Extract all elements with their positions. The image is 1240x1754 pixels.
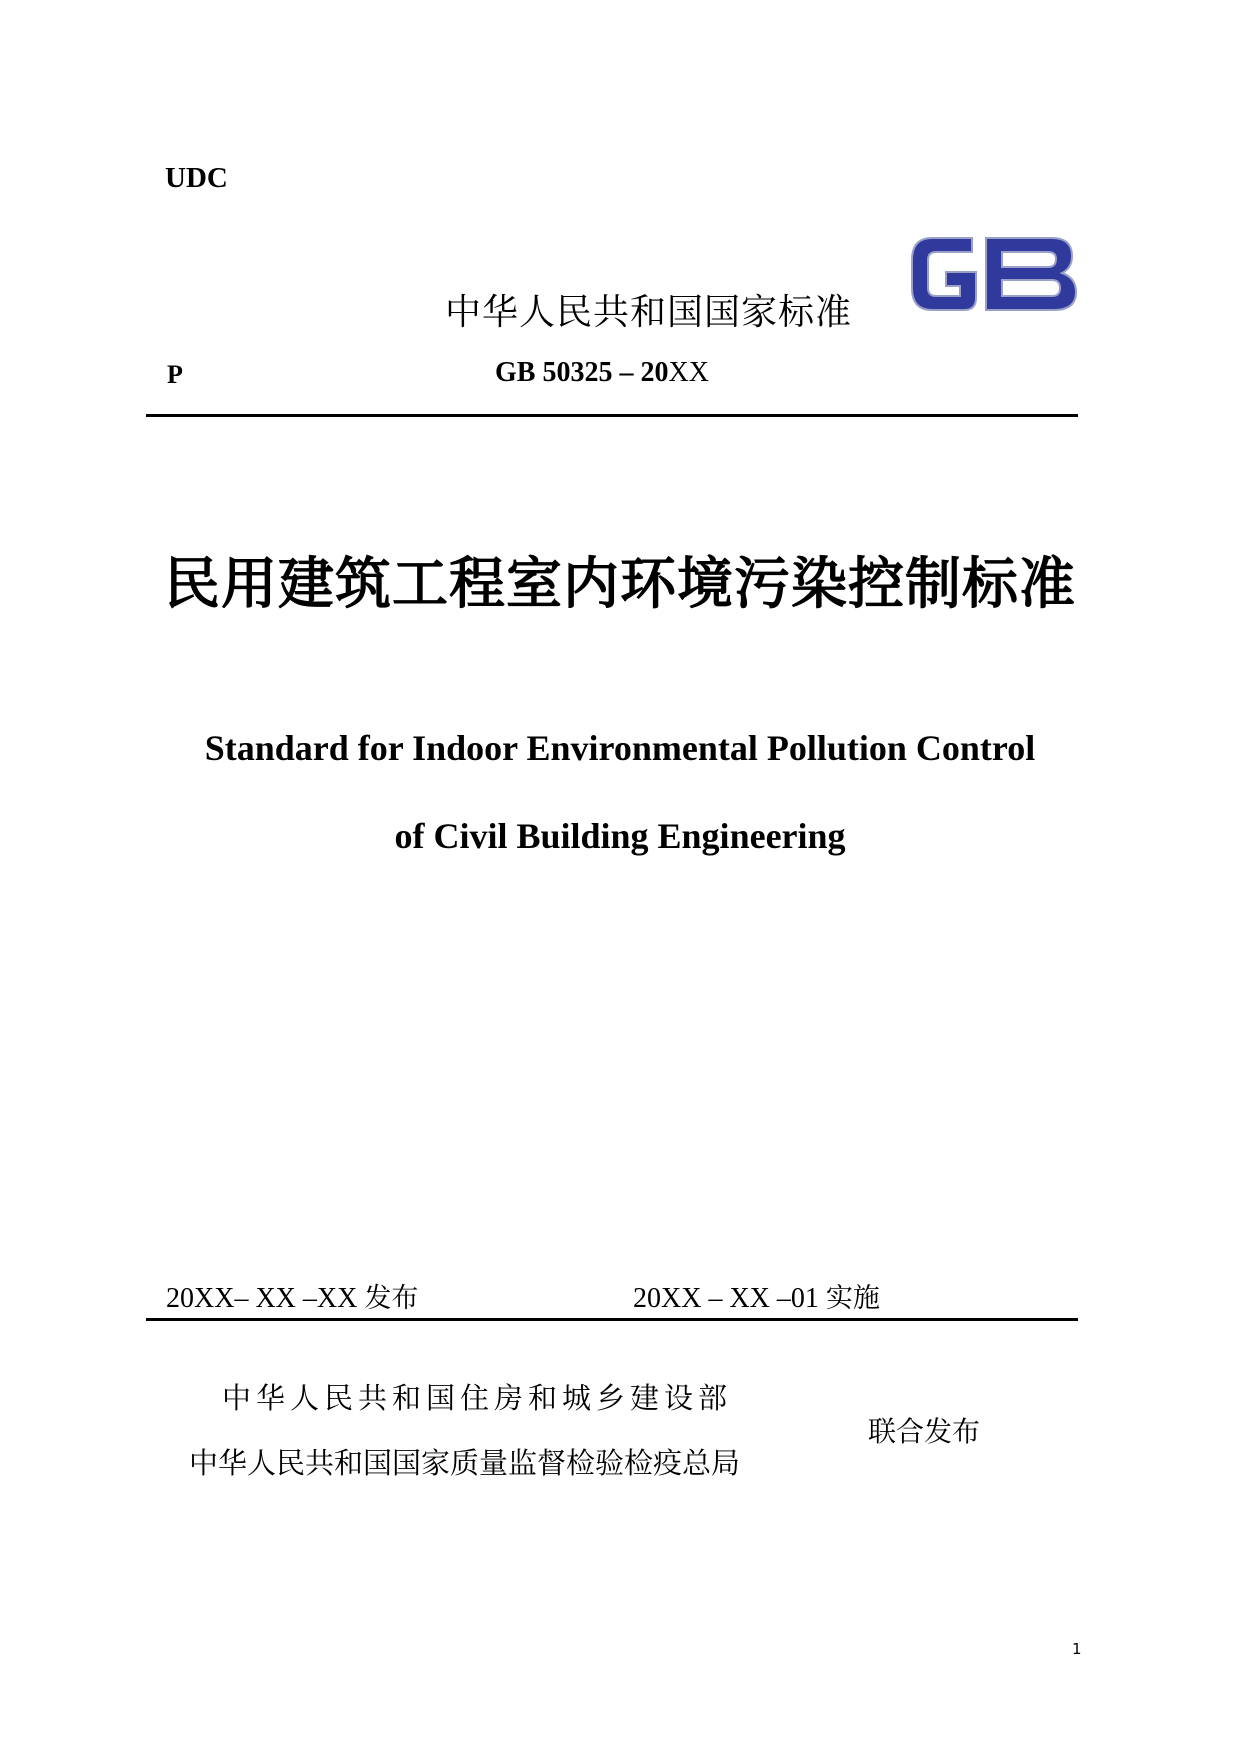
issuer-ministry-housing: 中华人民共和国住房和城乡建设部	[222, 1381, 733, 1415]
national-standard-heading: 中华人民共和国国家标准	[445, 292, 853, 333]
issuer-quality-supervision: 中华人民共和国国家质量监督检验检疫总局	[189, 1446, 741, 1480]
title-english-line-1: Standard for Indoor Environmental Pollution Control	[204, 728, 1036, 768]
issue-date	[166, 1276, 418, 1315]
title-chinese: 民用建筑工程室内环境污染控制标准	[164, 551, 1076, 617]
udc-label: UDC	[165, 162, 228, 194]
effective-date-value: 20XX – XX –01	[633, 1283, 819, 1314]
standard-number	[495, 357, 709, 389]
gb-logo	[902, 226, 1082, 322]
standard-number-main: GB 50325 – 20	[495, 357, 669, 388]
bottom-divider	[146, 1318, 1078, 1321]
page-number: 1	[1072, 1640, 1082, 1658]
effective-date-label: 实施	[825, 1283, 880, 1314]
gb-logo-b-letter	[986, 238, 1076, 310]
issue-date-label: 发布	[364, 1283, 419, 1314]
gb-logo-g-letter	[912, 238, 976, 310]
standard-number-year: XX	[668, 357, 709, 388]
classification-label: P	[167, 360, 183, 389]
joint-issue-label: 联合发布	[868, 1415, 981, 1448]
title-english-line-2: of Civil Building Engineering	[394, 816, 846, 856]
issue-date-value: 20XX– XX –XX	[166, 1283, 358, 1314]
effective-date	[633, 1276, 880, 1315]
top-divider	[146, 414, 1078, 417]
